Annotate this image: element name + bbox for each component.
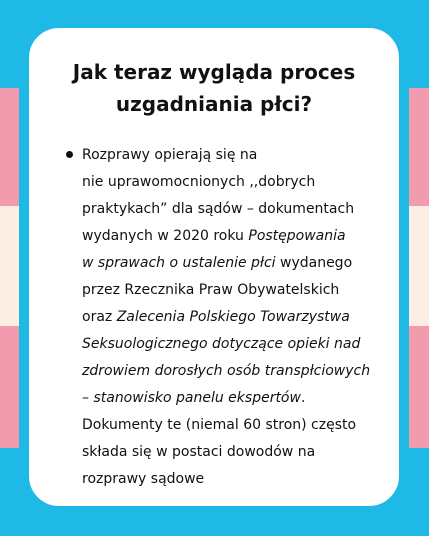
document-title-italic: – stanowisko panelu ekspertów <box>82 390 301 406</box>
bullet-text-run: składa się w postaci dowodów na <box>82 444 316 460</box>
bullet-line <box>82 277 386 304</box>
bullet-line <box>82 196 386 223</box>
bullet-text-run: oraz <box>82 309 117 325</box>
bullet-line <box>82 466 386 493</box>
bullet-line <box>82 223 386 250</box>
bullet-text-run: . <box>300 390 306 406</box>
info-card <box>19 18 409 516</box>
bullet-text-run: przez Rzecznika Praw Obywatelskich <box>82 282 340 298</box>
card-title-line-1: Jak teraz wygląda proces <box>72 60 356 84</box>
bullet-text-run: wydanego <box>275 255 353 271</box>
bullet-text-run: praktykach” dla sądów – dokumentach <box>82 201 355 217</box>
bullet-line <box>82 304 386 331</box>
bullet-text <box>82 142 386 493</box>
bullet-text-run: rozprawy sądowe <box>82 471 205 487</box>
card-title <box>29 56 399 120</box>
document-title-italic: Postępowania <box>248 228 346 244</box>
card-title-line-2: uzgadniania płci? <box>115 92 313 116</box>
bullet-dot-icon <box>66 151 73 158</box>
bullet-text-run: Dokumenty te (niemal 60 stron) często <box>82 417 357 433</box>
bullet-line <box>82 358 386 385</box>
document-title-italic: zdrowiem dorosłych osób transpłciowych <box>82 363 371 379</box>
bullet-line <box>82 250 386 277</box>
document-title-italic: Zalecenia Polskiego Towarzystwa <box>116 309 350 325</box>
bullet-line <box>82 169 386 196</box>
bullet-text-run: wydanych w 2020 roku <box>82 228 249 244</box>
bullet-text-run: nie uprawomocnionych ,,dobrych <box>82 174 316 190</box>
bullet-line <box>82 385 386 412</box>
document-title-italic: Seksuologicznego dotyczące opieki nad <box>82 336 361 352</box>
bullet-line <box>82 439 386 466</box>
bullet-line <box>82 142 386 169</box>
bullet-text-run: Rozprawy opierają się na <box>82 147 258 163</box>
bullet-line <box>82 412 386 439</box>
bullet-item <box>66 142 386 493</box>
document-title-italic: w sprawach o ustalenie płci <box>82 255 276 271</box>
bullet-line <box>82 331 386 358</box>
